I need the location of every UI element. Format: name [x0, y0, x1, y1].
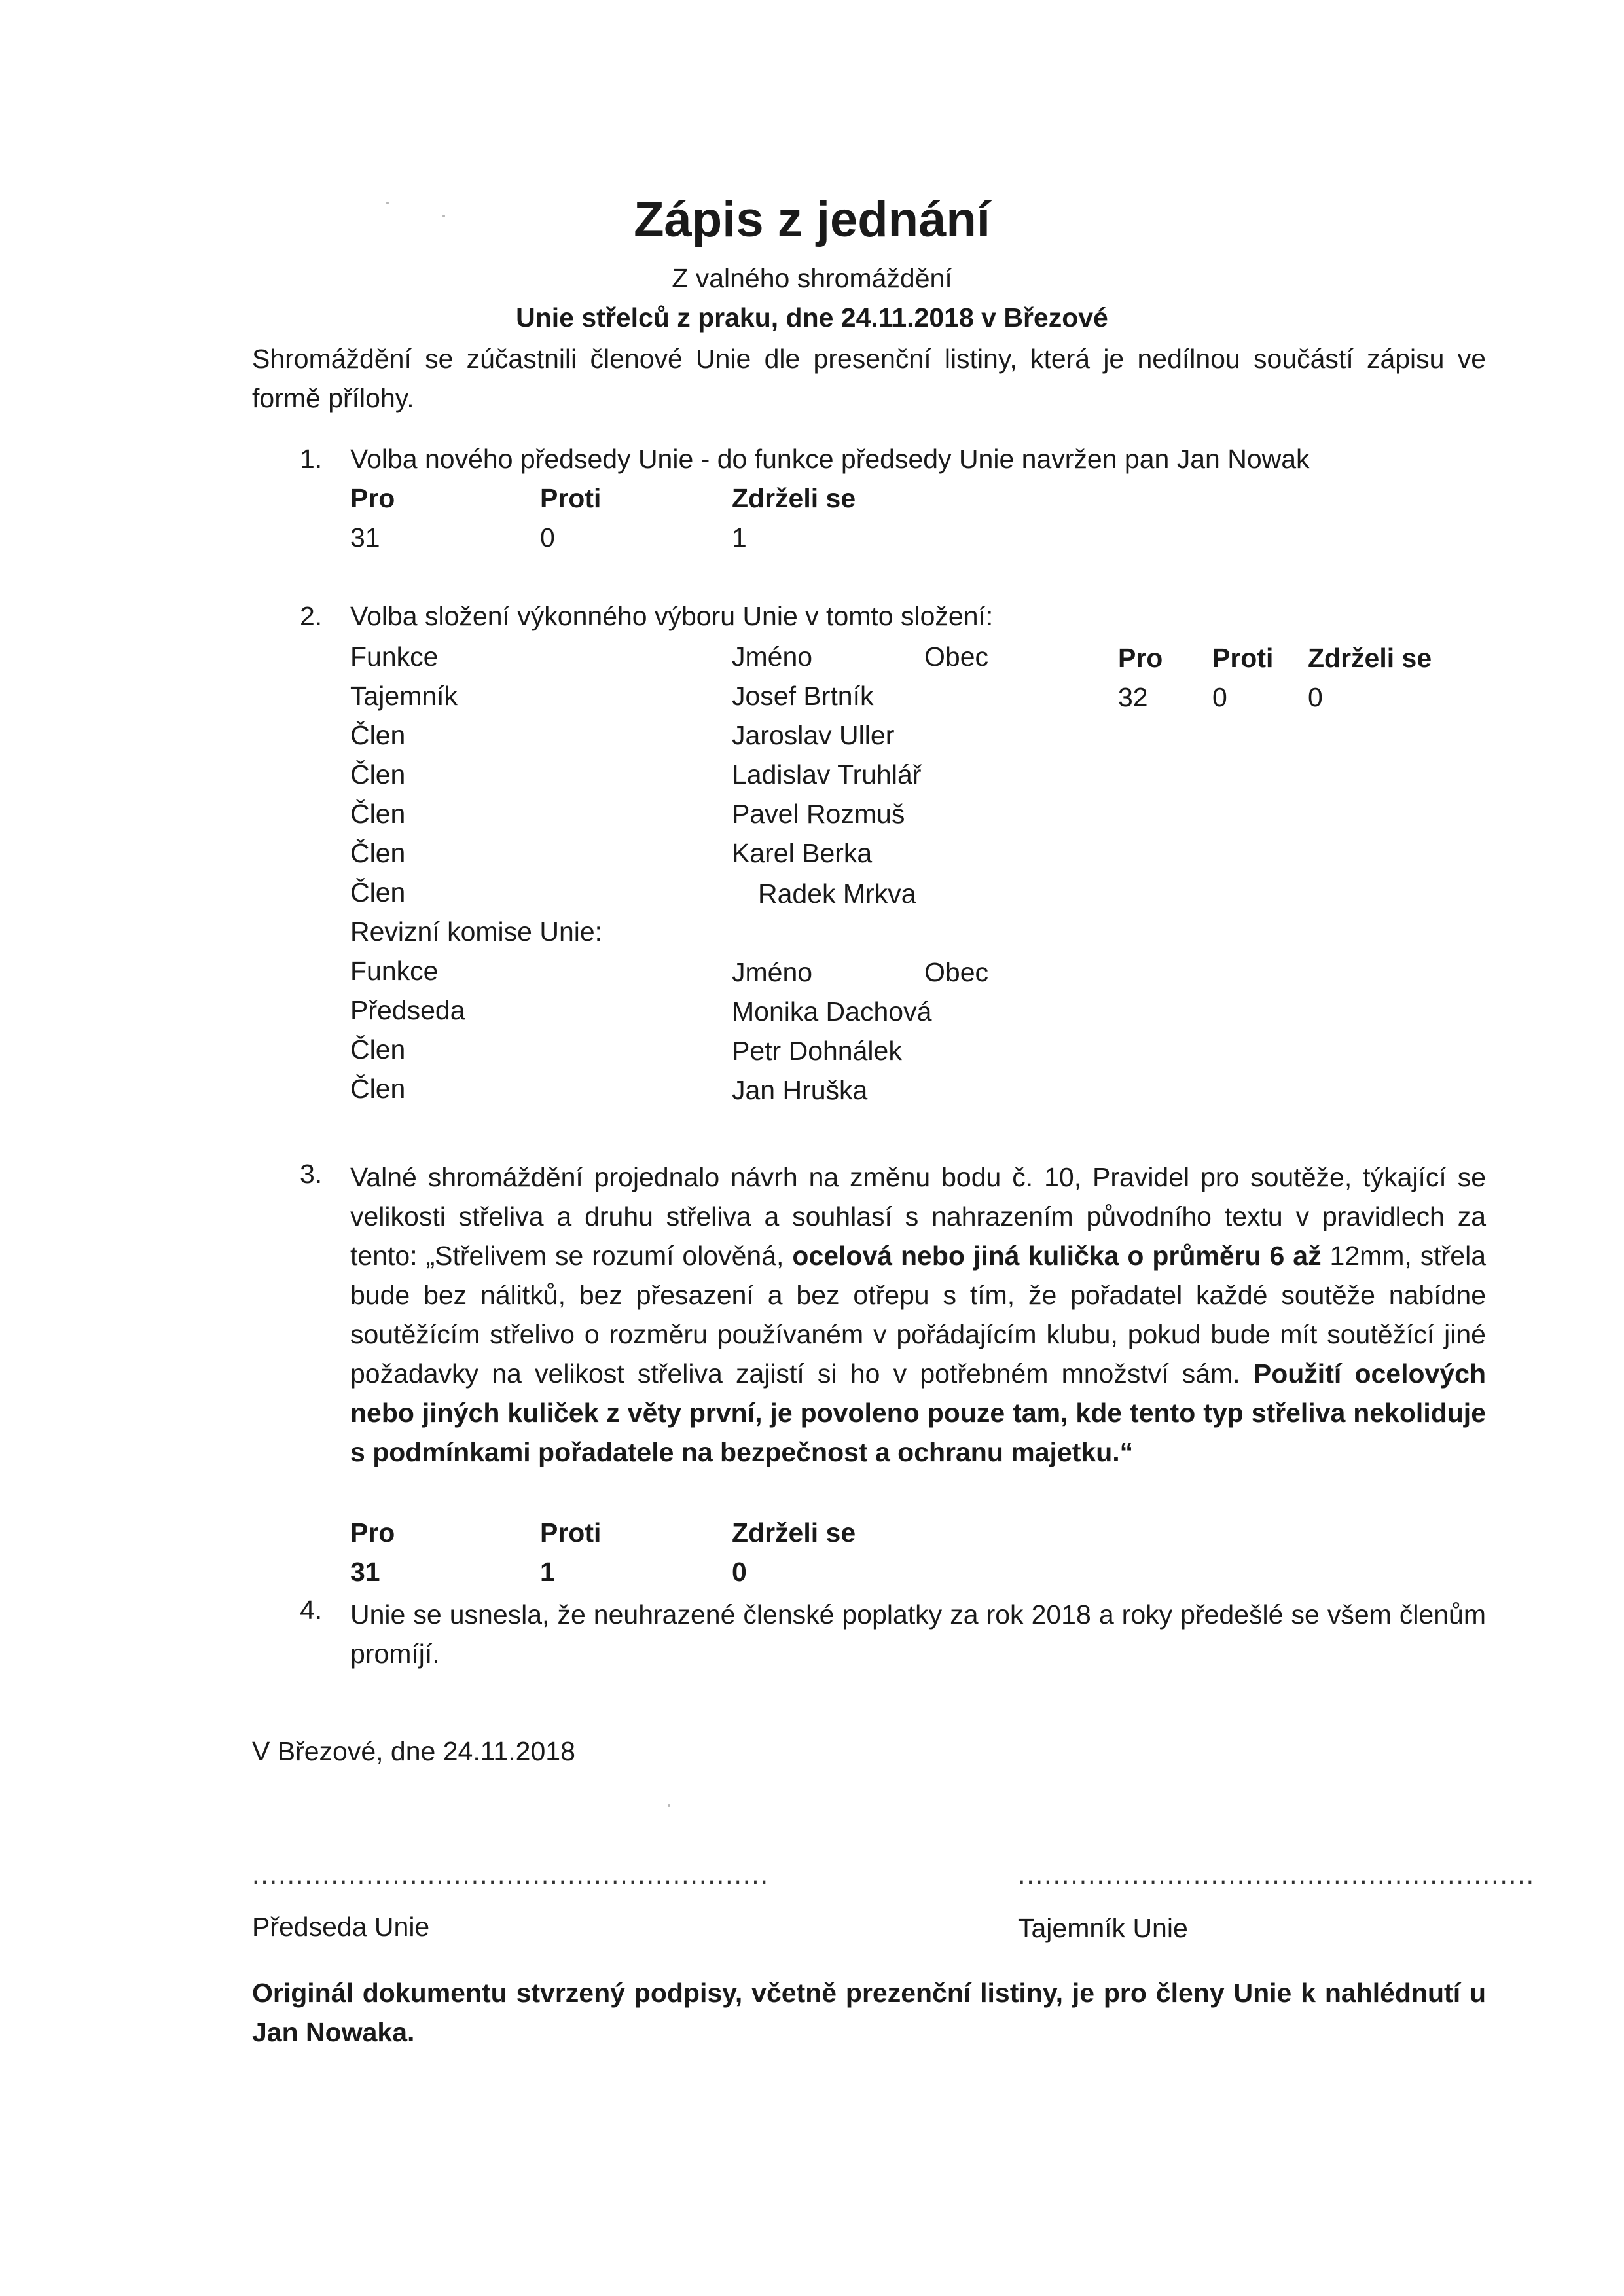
item3-header-proti: Proti [540, 1518, 602, 1548]
board-name: Josef Brtník [732, 681, 874, 711]
item3-bold-part1: ocelová nebo jiná kulička o průměru 6 až [792, 1241, 1322, 1271]
board-role: Člen [350, 759, 406, 790]
item3-bold-part2: Použití ocelových nebo jiných kuliček z věty první, je povoleno pouze tam, kde tento typ střeliva nekoliduje s podmínkami pořadatele na bezpečnost a ochranu majetku.“ [350, 1358, 1486, 1467]
item2-text: Volba složení výkonného výboru Unie v tomto složení: [350, 601, 994, 631]
board-vote-pro: 32 [1118, 682, 1148, 712]
signature-line-right: ........................................................... [1018, 1859, 1536, 1889]
item1-number: 1. [300, 444, 323, 474]
item2-number: 2. [300, 601, 323, 631]
place-date: V Březové, dne 24.11.2018 [252, 1736, 575, 1766]
board-name: Radek Mrkva [758, 879, 916, 909]
board-col-obec: Obec [924, 642, 988, 672]
revision-col-function: Funkce [350, 956, 439, 986]
item1-header-zdrzeli: Zdrželi se [732, 483, 856, 513]
revision-name: Petr Dohnálek [732, 1036, 902, 1066]
item4-number: 4. [300, 1595, 323, 1625]
board-role: Člen [350, 799, 406, 829]
board-role: Člen [350, 877, 406, 907]
item3-header-pro: Pro [350, 1518, 395, 1548]
signature-label-chairman: Předseda Unie [252, 1912, 430, 1942]
item1-value-proti: 0 [540, 522, 555, 553]
revision-col-obec: Obec [924, 957, 988, 987]
subtitle-event: Unie střelců z praku, dne 24.11.2018 v Březové [516, 302, 1108, 333]
board-vote-header-zdrzeli: Zdrželi se [1308, 643, 1432, 673]
revision-role: Člen [350, 1034, 406, 1065]
signature-label-secretary: Tajemník Unie [1018, 1913, 1188, 1943]
item3-text-part2: 12mm, střela bude bez nálitků, bez přesazení a bez otřepu s tím, že pořadatel každé soutěže nabídne soutěžícím střelivo o rozměru používaném v pořádajícím klubu, pokud bude mít soutěžící jiné požadavky na velikost střeliva zajistí si ho v potřebném množství sám. [350, 1241, 1487, 1389]
board-name: Karel Berka [732, 838, 873, 868]
item3-value-zdrzeli: 0 [732, 1557, 747, 1587]
board-role: Tajemník [350, 681, 458, 711]
board-vote-header-proti: Proti [1212, 643, 1274, 673]
item4-text: Unie se usnesla, že neuhrazené členské poplatky za rok 2018 a roky předešlé se všem členům promíjí. [350, 1599, 1486, 1669]
item3-value-pro: 31 [350, 1557, 380, 1587]
board-col-name: Jméno [732, 642, 813, 672]
board-role: Člen [350, 720, 406, 750]
board-vote-proti: 0 [1212, 682, 1227, 712]
board-role: Člen [350, 838, 406, 868]
revision-title: Revizní komise Unie: [350, 917, 603, 947]
subtitle: Z valného shromáždění [672, 263, 952, 293]
item1-header-proti: Proti [540, 483, 602, 513]
board-name: Jaroslav Uller [732, 720, 895, 750]
board-name: Ladislav Truhlář [732, 759, 922, 790]
board-vote-header-pro: Pro [1118, 643, 1163, 673]
signature-line-left: ........................................................... [252, 1859, 770, 1889]
revision-role: Předseda [350, 995, 465, 1025]
scan-speck [668, 1804, 670, 1807]
item1-text: Volba nového předsedy Unie - do funkce předsedy Unie navržen pan Jan Nowak [350, 444, 1310, 474]
board-name: Pavel Rozmuš [732, 799, 905, 829]
page-title: Zápis z jednání [634, 192, 990, 247]
item1-value-zdrzeli: 1 [732, 522, 747, 553]
board-vote-zdrzeli: 0 [1308, 682, 1323, 712]
revision-col-name: Jméno [732, 957, 813, 987]
intro-paragraph: Shromáždění se zúčastnili členové Unie dle presenční listiny, která je nedílnou součástí zápisu ve formě přílohy. [252, 344, 1486, 413]
item3-paragraph [350, 1157, 1486, 1472]
revision-name: Jan Hruška [732, 1075, 868, 1105]
revision-name: Monika Dachová [732, 996, 932, 1027]
item1-value-pro: 31 [350, 522, 380, 553]
item1-header-pro: Pro [350, 483, 395, 513]
item3-value-proti: 1 [540, 1557, 555, 1587]
item3-header-zdrzeli: Zdrželi se [732, 1518, 856, 1548]
item3-text-part1: Valné shromáždění projednalo návrh na změnu bodu č. 10, Pravidel pro soutěže, týkající se velikosti střeliva a druhu střeliva a souhlasí s nahrazením původního textu v pravidlech za tento: „Střelivem se rozumí olověná, [350, 1162, 1486, 1271]
revision-role: Člen [350, 1074, 406, 1104]
board-col-function: Funkce [350, 642, 439, 672]
item3-number: 3. [300, 1159, 323, 1189]
closing-note: Originál dokumentu stvrzený podpisy, včetně prezenční listiny, je pro členy Unie k nahlédnutí u Jan Nowaka. [252, 1978, 1486, 2047]
